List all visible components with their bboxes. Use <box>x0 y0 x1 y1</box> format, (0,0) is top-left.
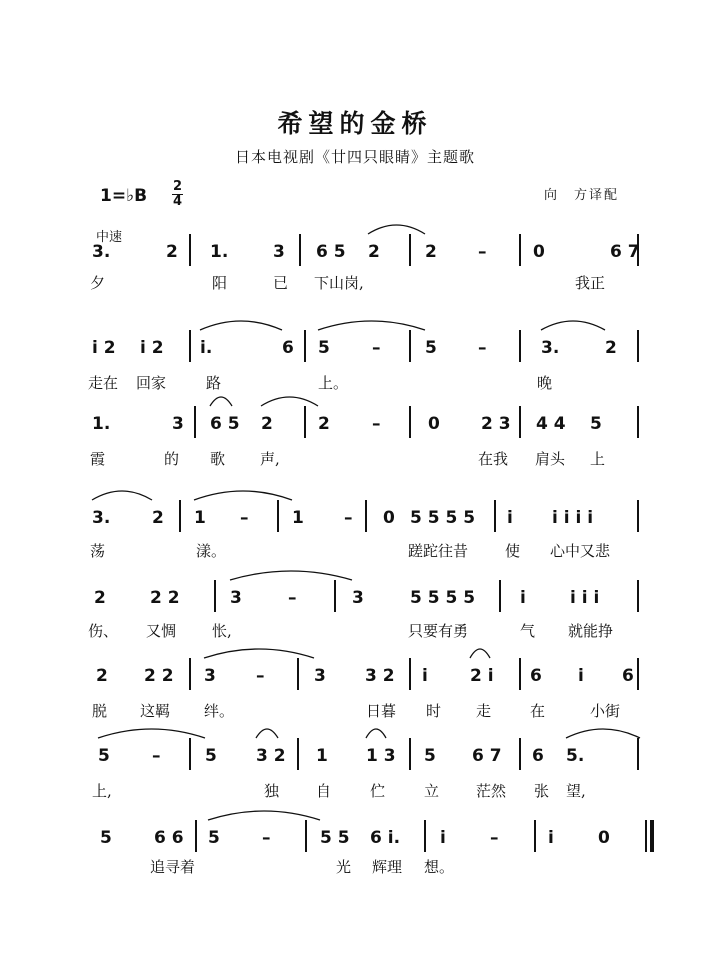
lyric-4-1: 荡 <box>90 542 106 560</box>
note-5-4: – <box>288 588 297 608</box>
note-6-1: 2 <box>96 666 108 686</box>
lyric-4-3: 蹉跎往昔 <box>408 542 469 560</box>
lyric-8-3: 辉理 <box>372 858 403 876</box>
lyric-3-2: 的 <box>164 450 180 468</box>
note-7-4: 3 2 <box>256 746 286 766</box>
note-6-7: i <box>422 666 428 686</box>
lyric-2-5: 晚 <box>537 374 553 392</box>
note-8-10: 0 <box>598 828 610 848</box>
note-4-10: i i i i <box>552 508 594 528</box>
note-5-5: 3 <box>352 588 364 608</box>
note-8-7: i <box>440 828 446 848</box>
note-2-9: 3. <box>541 338 560 358</box>
note-3-2: 3 <box>172 414 184 434</box>
slur-2-3 <box>541 321 605 330</box>
note-3-10: 5 <box>590 414 602 434</box>
lyric-7-3: 自 <box>316 782 332 800</box>
note-1-4: 3 <box>273 242 285 262</box>
note-3-9: 4 4 <box>536 414 566 434</box>
note-5-3: 3 <box>230 588 242 608</box>
note-1-1: 3. <box>92 242 111 262</box>
slur-7-1 <box>98 729 205 738</box>
lyric-3-7: 上 <box>590 450 606 468</box>
lyric-6-2: 这羁 <box>140 702 171 720</box>
note-7-5: 1 <box>316 746 328 766</box>
slur-6-2 <box>470 649 490 658</box>
note-4-2: 2 <box>152 508 164 528</box>
note-1-10: 6 7 <box>610 242 640 262</box>
note-7-3: 5 <box>205 746 217 766</box>
lyric-1-4: 下山岗, <box>314 274 364 292</box>
slur-2-2 <box>318 321 425 330</box>
lyric-7-5: 立 <box>424 782 440 800</box>
note-5-6: 5 5 5 5 <box>410 588 476 608</box>
note-7-10: 5. <box>566 746 585 766</box>
lyric-4-5: 心中又悲 <box>550 542 611 560</box>
note-2-10: 2 <box>605 338 617 358</box>
lyric-8-4: 想。 <box>424 858 455 876</box>
note-5-7: i <box>520 588 526 608</box>
note-2-5: 5 <box>318 338 330 358</box>
note-3-6: – <box>372 414 381 434</box>
note-1-8: – <box>478 242 487 262</box>
note-3-3: 6 5 <box>210 414 240 434</box>
note-8-3: 5 <box>208 828 220 848</box>
note-1-5: 6 5 <box>316 242 346 262</box>
note-6-9: 6 <box>530 666 542 686</box>
lyric-8-2: 光 <box>336 858 352 876</box>
note-6-10: i <box>578 666 584 686</box>
note-7-7: 5 <box>424 746 436 766</box>
slur-1-1 <box>368 225 425 234</box>
note-1-7: 2 <box>425 242 437 262</box>
note-8-4: – <box>262 828 271 848</box>
lyric-7-6: 茫然 <box>476 782 507 800</box>
translator-credit: 向 方译配 <box>544 188 620 203</box>
lyric-1-3: 已 <box>273 274 289 292</box>
note-8-9: i <box>548 828 554 848</box>
lyric-3-6: 肩头 <box>535 450 566 468</box>
note-2-8: – <box>478 338 487 358</box>
note-3-4: 2 <box>261 414 273 434</box>
note-4-5: 1 <box>292 508 304 528</box>
lyric-6-1: 脱 <box>92 702 108 720</box>
note-2-4: 6 <box>282 338 294 358</box>
note-3-5: 2 <box>318 414 330 434</box>
lyric-7-8: 望, <box>566 782 586 800</box>
song-subtitle: 日本电视剧《廿四只眼睛》主题歌 <box>234 148 475 166</box>
note-4-7: 0 <box>383 508 395 528</box>
note-4-1: 3. <box>92 508 111 528</box>
lyric-3-3: 歌 <box>210 450 226 468</box>
lyric-4-2: 漾。 <box>196 542 227 560</box>
slur-2-1 <box>200 321 282 330</box>
note-1-2: 2 <box>166 242 178 262</box>
note-8-6: 6 i. <box>370 828 401 848</box>
lyric-7-7: 张 <box>534 782 550 800</box>
note-2-7: 5 <box>425 338 437 358</box>
note-6-3: 3 <box>204 666 216 686</box>
lyric-7-4: 伫 <box>370 782 386 800</box>
note-1-9: 0 <box>533 242 545 262</box>
slur-3-2 <box>261 397 318 406</box>
key-signature: 1=♭B <box>100 186 148 206</box>
lyric-2-3: 路 <box>206 374 222 392</box>
note-5-2: 2 2 <box>150 588 180 608</box>
lyric-5-3: 怅, <box>212 622 232 640</box>
note-4-4: – <box>240 508 249 528</box>
lyric-4-4: 使 <box>505 542 521 560</box>
lyric-6-6: 走 <box>476 702 492 720</box>
note-6-11: 6 <box>622 666 634 686</box>
note-7-1: 5 <box>98 746 110 766</box>
note-7-8: 6 7 <box>472 746 502 766</box>
note-8-5: 5 5 <box>320 828 350 848</box>
note-6-8: 2 i <box>470 666 494 686</box>
lyric-6-8: 小街 <box>590 702 621 720</box>
note-7-6: 1 3 <box>366 746 396 766</box>
note-4-6: – <box>344 508 353 528</box>
note-5-8: i i i <box>570 588 600 608</box>
tempo-marking: 中速 <box>96 230 123 245</box>
lyric-7-2: 独 <box>264 782 280 800</box>
lyric-3-1: 霞 <box>90 450 106 468</box>
lyric-3-4: 声, <box>260 450 280 468</box>
note-5-1: 2 <box>94 588 106 608</box>
time-signature-denominator: 4 <box>172 194 183 209</box>
lyric-1-5: 我正 <box>575 274 606 292</box>
lyric-1-1: 夕 <box>90 274 106 292</box>
slur-7-2 <box>256 729 278 738</box>
slur-5-1 <box>230 571 352 580</box>
slur-4-1 <box>92 491 152 500</box>
note-7-2: – <box>152 746 161 766</box>
slur-6-1 <box>204 649 314 658</box>
final-barline <box>650 820 654 852</box>
note-2-2: i 2 <box>140 338 164 358</box>
lyric-6-7: 在 <box>530 702 546 720</box>
time-signature-numerator: 2 <box>172 179 183 194</box>
note-6-5: 3 <box>314 666 326 686</box>
lyric-6-5: 时 <box>426 702 442 720</box>
note-3-1: 1. <box>92 414 111 434</box>
lyric-8-1: 追寻着 <box>150 858 196 876</box>
note-2-3: i. <box>200 338 213 358</box>
note-8-1: 5 <box>100 828 112 848</box>
slur-4-2 <box>194 491 292 500</box>
note-8-2: 6 6 <box>154 828 184 848</box>
note-7-9: 6 <box>532 746 544 766</box>
lyric-5-5: 气 <box>520 622 536 640</box>
slur-7-4 <box>566 729 640 738</box>
note-1-6: 2 <box>368 242 380 262</box>
slur-8-1 <box>208 811 320 820</box>
lyric-6-3: 绊。 <box>204 702 235 720</box>
lyric-1-2: 阳 <box>212 274 228 292</box>
lyric-7-1: 上, <box>92 782 112 800</box>
note-1-3: 1. <box>210 242 229 262</box>
note-6-2: 2 2 <box>144 666 174 686</box>
note-4-8: 5 5 5 5 <box>410 508 476 528</box>
song-title: 希望的金桥 <box>277 109 433 138</box>
note-8-8: – <box>490 828 499 848</box>
lyric-5-4: 只要有勇 <box>408 622 469 640</box>
lyric-5-2: 又惆 <box>146 622 177 640</box>
note-4-9: i <box>507 508 513 528</box>
note-3-8: 2 3 <box>481 414 511 434</box>
lyric-5-1: 伤、 <box>88 622 119 640</box>
lyric-2-4: 上。 <box>318 374 349 392</box>
note-2-6: – <box>372 338 381 358</box>
note-3-7: 0 <box>428 414 440 434</box>
lyric-2-1: 走在 <box>88 374 119 392</box>
lyric-6-4: 日暮 <box>366 702 397 720</box>
note-2-1: i 2 <box>92 338 116 358</box>
slur-7-3 <box>366 729 386 738</box>
note-4-3: 1 <box>194 508 206 528</box>
slur-3-1 <box>210 397 232 406</box>
note-6-4: – <box>256 666 265 686</box>
note-6-6: 3 2 <box>365 666 395 686</box>
lyric-5-6: 就能挣 <box>568 622 614 640</box>
lyric-2-2: 回家 <box>136 374 167 392</box>
lyric-3-5: 在我 <box>478 450 509 468</box>
